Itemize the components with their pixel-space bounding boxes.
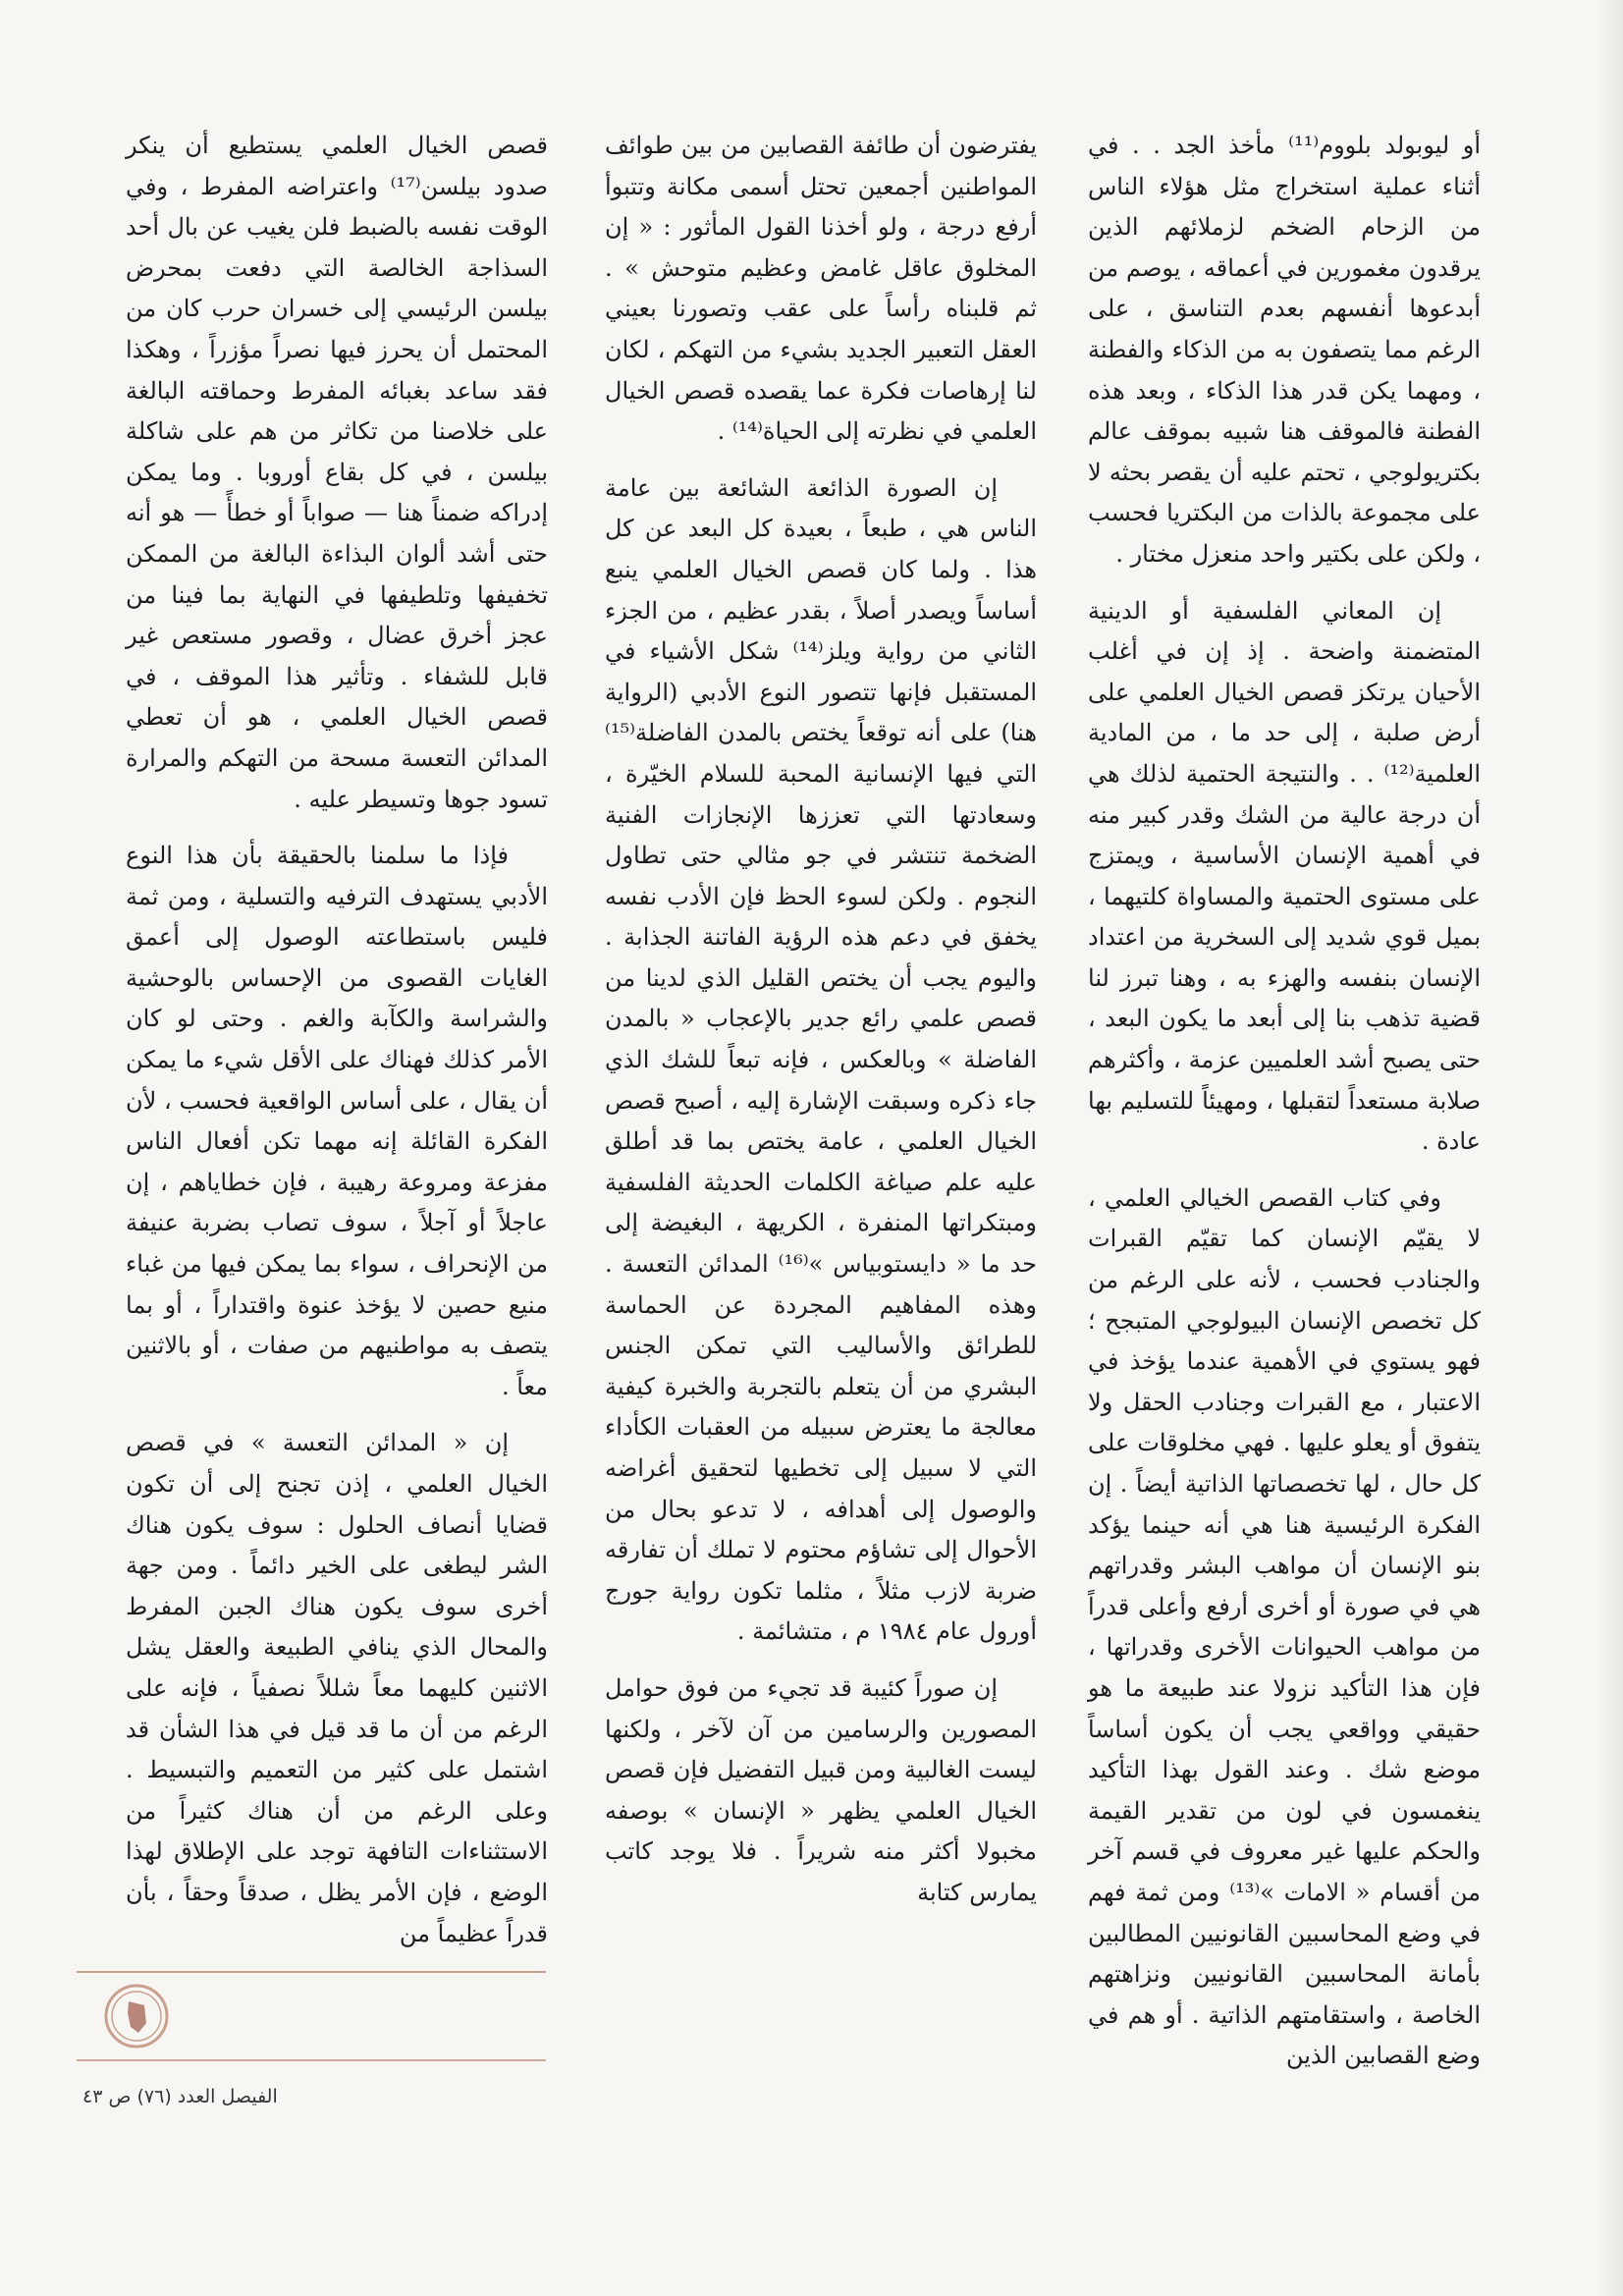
text-column-middle	[605, 126, 1037, 1930]
magazine-emblem-icon	[102, 1982, 171, 2050]
paragraph: إن المعاني الفلسفية أو الدينية المتضمنة واضحة . إذ إن في أغلب الأحيان يرتكز قصص الخيال العلمي على أرض صلبة ، إلى حد ما ، من المادية العلمية⁽¹²⁾ . . والنتيجة الحتمية لذلك هي أن درجة عالية من الشك وقدر كبير منه في أهمية الإنسان الأساسية ، ويمتزج على مستوى الحتمية والمساواة كلتيهما ، بميل قوي شديد إلى السخرية من اعتداد الإنسان بنفسه والهزء به ، وهنا تبرز لنا قضية تذهب بنا إلى أبعد ما يكون البعد ، حتى يصبح أشد العلميين عزمة ، وأكثرهم صلابة مستعداً لتقبلها ، ومهيئاً للتسليم بها عادة .	[1088, 596, 1481, 1156]
paragraph: أو ليوبولد بلووم⁽¹¹⁾ مأخذ الجد . . في أثناء عملية استخراج مثل هؤلاء الناس من الزحام الضخم لزملائهم الذين يرقدون مغمورين في أعماقه ، يوصم من أبدعوها أنفسهم بعدم التناسق ، على الرغم مما يتصفون به من الذكاء والفطنة ، ومهما يكن قدر هذا الذكاء ، وبعد هذه الفطنة فالموقف هنا شبيه بموقف عالم بكتريولوجي ، تحتم عليه أن يقصر بحثه لا على مجموعة بالذات من البكتريا فحسب ، ولكن على بكتير واحد منعزل مختار .	[1088, 132, 1482, 568]
text-column-left	[126, 126, 548, 1970]
text-column-right	[1088, 126, 1481, 2093]
paragraph: إن الصورة الذائعة الشائعة بين عامة الناس هي ، طبعاً ، بعيدة كل البعد عن كل هذا . ولما كان قصص الخيال العلمي ينبع أساساً ويصدر أصلاً ، بقدر عظيم ، من الجزء الثاني من رواية ويلز⁽¹⁴⁾ شكل الأشياء في المستقبل فإنها تتصور النوع الأدبي (الرواية هنا) على أنه توقعاً يختص بالمدن الفاضلة⁽¹⁵⁾ التي فيها الإنسانية المحبة للسلام الخيّرة ، وسعادتها التي تعززها الإنجازات الفنية الضخمة تنتشر في جو مثالي حتى تطاول النجوم . ولكن لسوء الحظ فإن الأدب نفسه يخفق في دعم هذه الرؤية الفاتنة الجذابة . واليوم يجب أن يختص القليل الذي لدينا من قصص علمي رائع جدير بالإعجاب « بالمدن الفاضلة » وبالعكس ، فإنه تبعاً للشك الذي جاء ذكره وسبقت الإشارة إليه ، أصبح قصص الخيال العلمي ، عامة يختص بما قد أطلق عليه علم صياغة الكلمات الحديثة الفلسفية ومبتكراتها المنفرة ، الكريهة ، البغيضة إلى حد ما « دايستوبياس »⁽¹⁶⁾ المدائن التعسة . وهذه المفاهيم المجردة عن الحماسة للطرائق والأساليب التي تمكن الجنس البشري من أن يتعلم بالتجربة والخبرة كيفية معالجة ما يعترض سبيله من العقبات الكأداء التي لا سبيل إلى تخطيها لتحقيق أغراضه والوصول إلى أهدافه ، لا تدعو بحال من الأحوال إلى تشاؤم محتوم لا تملك أن تفارقه ضربة لازب مثلاً ، مثلما تكون رواية جورج أورول عام ١٩٨٤ م ، متشائمة .	[605, 473, 1037, 1646]
paragraph: قصص الخيال العلمي يستطيع أن ينكر صدود بيلسن⁽¹⁷⁾ واعتراضه المفرط ، وفي الوقت نفسه بالضبط فلن يغيب عن بال أحد السذاجة الخالصة التي دفعت بمحرض بيلسن الرئيسي إلى خسران حرب كان من المحتمل أن يحرز فيها نصراً مؤزراً ، وهكذا فقد ساعد بغبائه المفرط وحماقته البالغة على خلاصنا من تكاثر من هم على شاكلة بيلسن ، في كل بقاع أوروبا . وما يمكن إدراكه ضمناً هنا — صواباً أو خطأً — هو أنه حتى أشد ألوان البذاءة البالغة من الممكن تخفيفها وتلطيفها في النهاية بما فينا من عجز أخرق عضال ، وقصور مستعص غير قابل للشفاء . وتأثير هذا الموقف ، في قصص الخيال العلمي ، هو أن تعطي المدائن التعسة مسحة من التهكم والمرارة تسود جوها وتسيطر عليه .	[126, 132, 548, 813]
paragraph: وفي كتاب القصص الخيالي العلمي ، لا يقيّم الإنسان كما تقيّم القبرات والجنادب فحسب ، لأنه على الرغم من كل تخصص الإنسان البيولوجي المتبجح ؛ فهو يستوي في الأهمية عندما يؤخذ في الاعتبار ، مع القبرات وجنادب الحقل ولا يتفوق أو يعلو عليها . فهي مخلوقات على كل حال ، لها تخصصاتها الذاتية أيضاً . إن الفكرة الرئيسية هنا هي أنه حينما يؤكد بنو الإنسان أن مواهب البشر وقدراتهم هي في صورة أو أخرى أرفع وأعلى قدراً من مواهب الحيوانات الأخرى وقدراتها ، فإن هذا التأكيد نزولا عند طبيعة ما هو حقيقي وواقعي يجب أن يكون أساساً موضع شك . وعند القول بهذا التأكيد ينغمسون في لون من تقدير القيمة والحكم عليها غير معروف في قسم آخر من أقسام « الامات »⁽¹³⁾ ومن ثمة فهم في وضع المحاسبين القانونيين المطالبين بأمانة المحاسبين القانونيين ونزاهتهم الخاصة ، واستقامتهم الذاتية . أو هم في وضع القصابين الذين	[1088, 1183, 1482, 2070]
paragraph: فإذا ما سلمنا بالحقيقة بأن هذا النوع الأدبي يستهدف الترفيه والتسلية ، ومن ثمة فليس باستطاعته الوصول إلى أعمق الغايات القصوى من الإحساس بالوحشية والشراسة والكآبة والغم . وحتى لو كان الأمر كذلك فهناك على الأقل شيء ما يمكن أن يقال ، على أساس الواقعية فحسب ، لأن الفكرة القائلة إنه مهما تكن أفعال الناس مفزعة ومروعة رهيبة ، فإن خطاياهم ، إن عاجلاً أو آجلاً ، سوف تصاب بضربة عنيفة من الإنحراف ، سواء بما يمكن فيها من غباء منيع حصين لا يؤخذ عنوة واقتداراً ، أو بما يتصف به مواطنيهم من صفات ، أو بالاثنين معاً .	[126, 842, 548, 1400]
page-footer: الفيصل العدد (٧٦) ص ٤٣	[82, 2086, 278, 2107]
paragraph: يفترضون أن طائفة القصابين من بين طوائف المواطنين أجمعين تحتل أسمى مكانة وتتبوأ أرفع درجة ، ولو أخذنا القول المأثور : « إن المخلوق عاقل غامض وعظيم متوحش » . ثم قلبناه رأساً على عقب وتصورنا بعيني العقل التعبير الجديد بشيء من التهكم ، لكان لنا إرهاصات فكرة عما يقصده قصص الخيال العلمي في نظرته إلى الحياة⁽¹⁴⁾ .	[605, 132, 1037, 446]
page-edge-shadow	[1597, 0, 1623, 2296]
footer-rule-top	[77, 1971, 546, 1973]
paragraph: إن صوراً كئيبة قد تجيء من فوق حوامل المصورين والرسامين من آن لآخر ، ولكنها ليست الغالبية ومن قبيل التفضيل فإن قصص الخيال العلمي يظهر « الإنسان » بوصفه مخبولا أكثر منه شريراً . فلا يوجد كاتب يمارس كتابة	[605, 1673, 1037, 1906]
paragraph: إن « المدائن التعسة » في قصص الخيال العلمي ، إذن تجنح إلى أن تكون قضايا أنصاف الحلول : سوف يكون هناك الشر ليطغى على الخير دائماً . ومن جهة أخرى سوف يكون هناك الجبن المفرط والمحال الذي ينافي الطبيعة والعقل يشل الاثنين كليهما معاً شللاً نصفياً ، فإنه على الرغم من أن ما قد قيل في هذا الشأن قد اشتمل على كثير من التعميم والتبسيط . وعلى الرغم من أن هناك كثيراً من الاستثناءات التافهة توجد على الإطلاق لهذا الوضع ، فإن الأمر يظل ، صدقاً وحقاً ، بأن قدراً عظيماً من	[126, 1429, 548, 1947]
footer-rule-bottom	[77, 2059, 546, 2061]
